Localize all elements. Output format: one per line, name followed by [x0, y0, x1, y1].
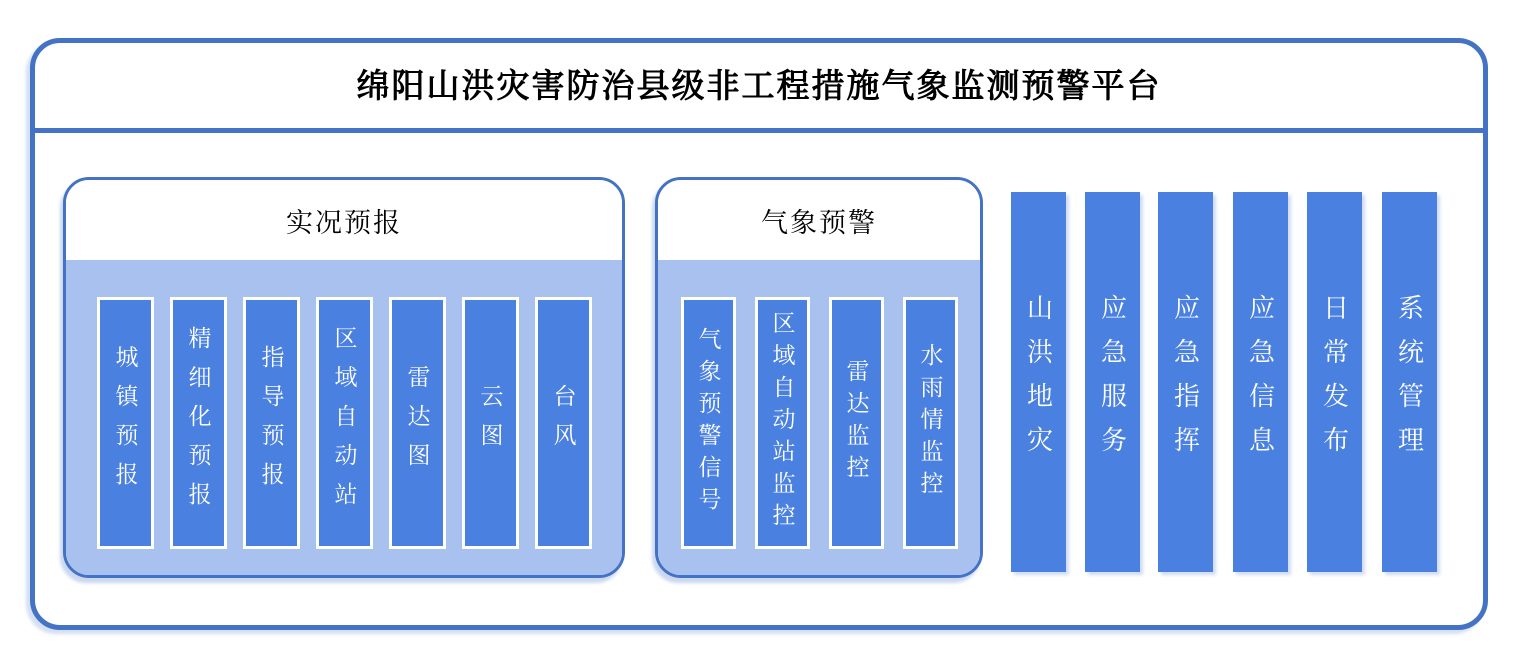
live-forecast-item-6	[535, 297, 592, 549]
live-forecast-item-1-label: 精细化预报	[185, 325, 212, 521]
weather-warning-item-0	[681, 297, 736, 549]
live-forecast-item-0	[97, 297, 154, 549]
weather-warning-item-1-label: 区域自动站监控	[769, 311, 796, 535]
weather-warning-item-3-label: 水雨情监控	[917, 343, 944, 503]
title-divider	[35, 128, 1483, 133]
live-forecast-item-4	[389, 297, 446, 549]
live-forecast-item-2	[243, 297, 300, 549]
weather-warning-item-3	[903, 297, 958, 549]
module-bar-3-label: 应急信息	[1245, 294, 1276, 470]
group-weather-warning-header: 气象预警	[658, 180, 980, 260]
module-bar-4-label: 日常发布	[1319, 294, 1350, 470]
group-weather-warning-body	[658, 260, 980, 575]
module-bar-2	[1158, 192, 1213, 572]
module-bar-5-label: 系统管理	[1394, 294, 1425, 470]
live-forecast-item-5-label: 云图	[477, 384, 504, 462]
weather-warning-item-2	[829, 297, 884, 549]
live-forecast-item-3-label: 区域自动站	[331, 325, 358, 521]
group-live-forecast-header: 实况预报	[66, 180, 622, 260]
group-live-forecast-body	[66, 260, 622, 575]
live-forecast-item-4-label: 雷达图	[404, 364, 431, 482]
module-bar-0-label: 山洪地灾	[1023, 294, 1054, 470]
live-forecast-item-6-label: 台风	[550, 384, 577, 462]
live-forecast-item-0-label: 城镇预报	[112, 345, 139, 501]
live-forecast-item-2-label: 指导预报	[258, 345, 285, 501]
module-bar-4	[1307, 192, 1362, 572]
module-bar-1-label: 应急服务	[1097, 294, 1128, 470]
live-forecast-item-1	[170, 297, 227, 549]
module-bar-3	[1233, 192, 1288, 572]
module-bar-0	[1011, 192, 1066, 572]
module-bar-1	[1085, 192, 1140, 572]
module-bar-2-label: 应急指挥	[1170, 294, 1201, 470]
live-forecast-item-5	[462, 297, 519, 549]
live-forecast-item-3	[316, 297, 373, 549]
weather-warning-item-1	[755, 297, 810, 549]
group-weather-warning	[655, 177, 983, 578]
group-live-forecast	[63, 177, 625, 578]
module-bar-5	[1382, 192, 1437, 572]
weather-warning-item-0-label: 气象预警信号	[695, 327, 722, 519]
platform-title: 绵阳山洪灾害防治县级非工程措施气象监测预警平台	[356, 66, 1162, 104]
weather-warning-item-2-label: 雷达监控	[843, 359, 870, 487]
